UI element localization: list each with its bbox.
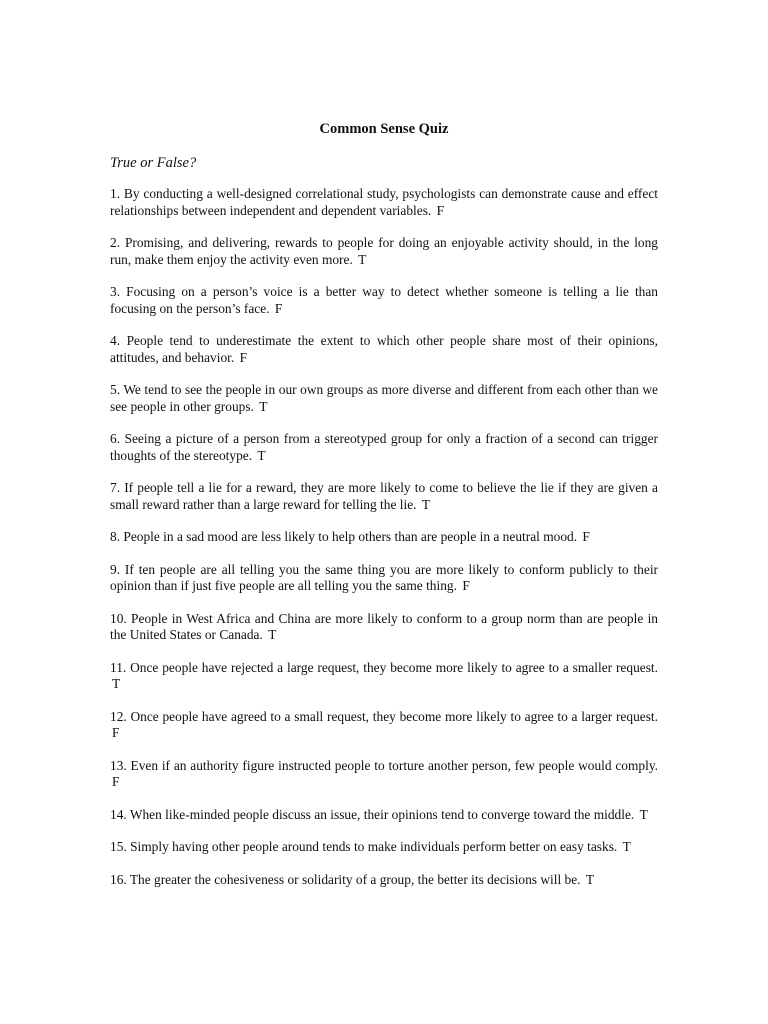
answer-key: F <box>112 774 120 789</box>
question-item <box>110 382 658 415</box>
question-text: 15. Simply having other people around tends to make individuals perform better on easy tasks. <box>110 839 618 854</box>
question-item <box>110 807 658 824</box>
question-item <box>110 562 658 595</box>
question-item <box>110 431 658 464</box>
question-text: 14. When like-minded people discuss an issue, their opinions tend to converge toward the middle. <box>110 806 635 822</box>
answer-key: F <box>436 202 445 218</box>
answer-key: T <box>358 251 367 267</box>
question-item <box>110 660 658 693</box>
question-text: 7. If people tell a lie for a reward, they are more likely to come to believe the lie if they are given a small reward rather than a large reward for telling the lie. <box>110 480 658 512</box>
question-item <box>110 235 658 268</box>
answer-key: T <box>112 676 121 691</box>
question-item <box>110 709 658 742</box>
question-item <box>110 333 658 366</box>
question-text: 11. Once people have rejected a large request, they become more likely to agree to a smaller request. <box>110 659 658 675</box>
question-text: 3. Focusing on a person’s voice is a better way to detect whether someone is telling a lie than focusing on the person’s face. <box>110 284 658 316</box>
question-text: 5. We tend to see the people in our own groups as more diverse and different from each other than we see people in other groups. <box>110 382 658 414</box>
question-item <box>110 186 658 219</box>
answer-key: T <box>268 627 277 642</box>
answer-key: F <box>112 725 120 740</box>
document-subtitle: True or False? <box>110 155 197 171</box>
question-item <box>110 611 658 644</box>
answer-key: F <box>274 300 283 316</box>
question-text: 12. Once people have agreed to a small request, they become more likely to agree to a larger request. <box>110 708 658 724</box>
answer-key: T <box>585 871 595 887</box>
answer-key: F <box>462 578 470 593</box>
question-text: 8. People in a sad mood are less likely to help others than are people in a neutral mood. <box>110 529 578 544</box>
question-item <box>110 480 658 513</box>
question-text: 16. The greater the cohesiveness or solidarity of a group, the better its decisions will be. <box>110 871 581 887</box>
question-item <box>110 872 658 889</box>
document-title: Common Sense Quiz <box>319 121 449 137</box>
question-text: 13. Even if an authority figure instructed people to torture another person, few people would comply. <box>110 757 658 773</box>
answer-key: F <box>239 349 248 365</box>
question-item <box>110 758 658 791</box>
answer-key: T <box>257 447 266 463</box>
answer-key: T <box>421 496 431 512</box>
question-text: 1. By conducting a well-designed correlational study, psychologists can demonstrate cause and effect relationships between independent and dependent variables. <box>110 186 658 218</box>
question-item <box>110 284 658 317</box>
question-text: 9. If ten people are all telling you the same thing you are more likely to conform publicly to their opinion than if just five people are all telling you the same thing. <box>110 561 658 593</box>
question-item <box>110 839 658 856</box>
question-text: 10. People in West Africa and China are more likely to conform to a group norm than are people in the United States or Canada. <box>110 610 658 642</box>
question-list <box>110 186 658 904</box>
answer-key: T <box>639 806 648 822</box>
question-item <box>110 529 658 546</box>
answer-key: T <box>622 839 631 854</box>
question-text: 4. People tend to underestimate the extent to which other people share most of their opinions, attitudes, and behavior. <box>110 333 658 365</box>
question-text: 2. Promising, and delivering, rewards to people for doing an enjoyable activity should, in the long run, make them enjoy the activity even more. <box>110 235 658 267</box>
answer-key: T <box>259 398 268 414</box>
answer-key: F <box>582 529 590 544</box>
question-text: 6. Seeing a picture of a person from a stereotyped group for only a fraction of a second can trigger thoughts of the stereotype. <box>110 431 658 463</box>
